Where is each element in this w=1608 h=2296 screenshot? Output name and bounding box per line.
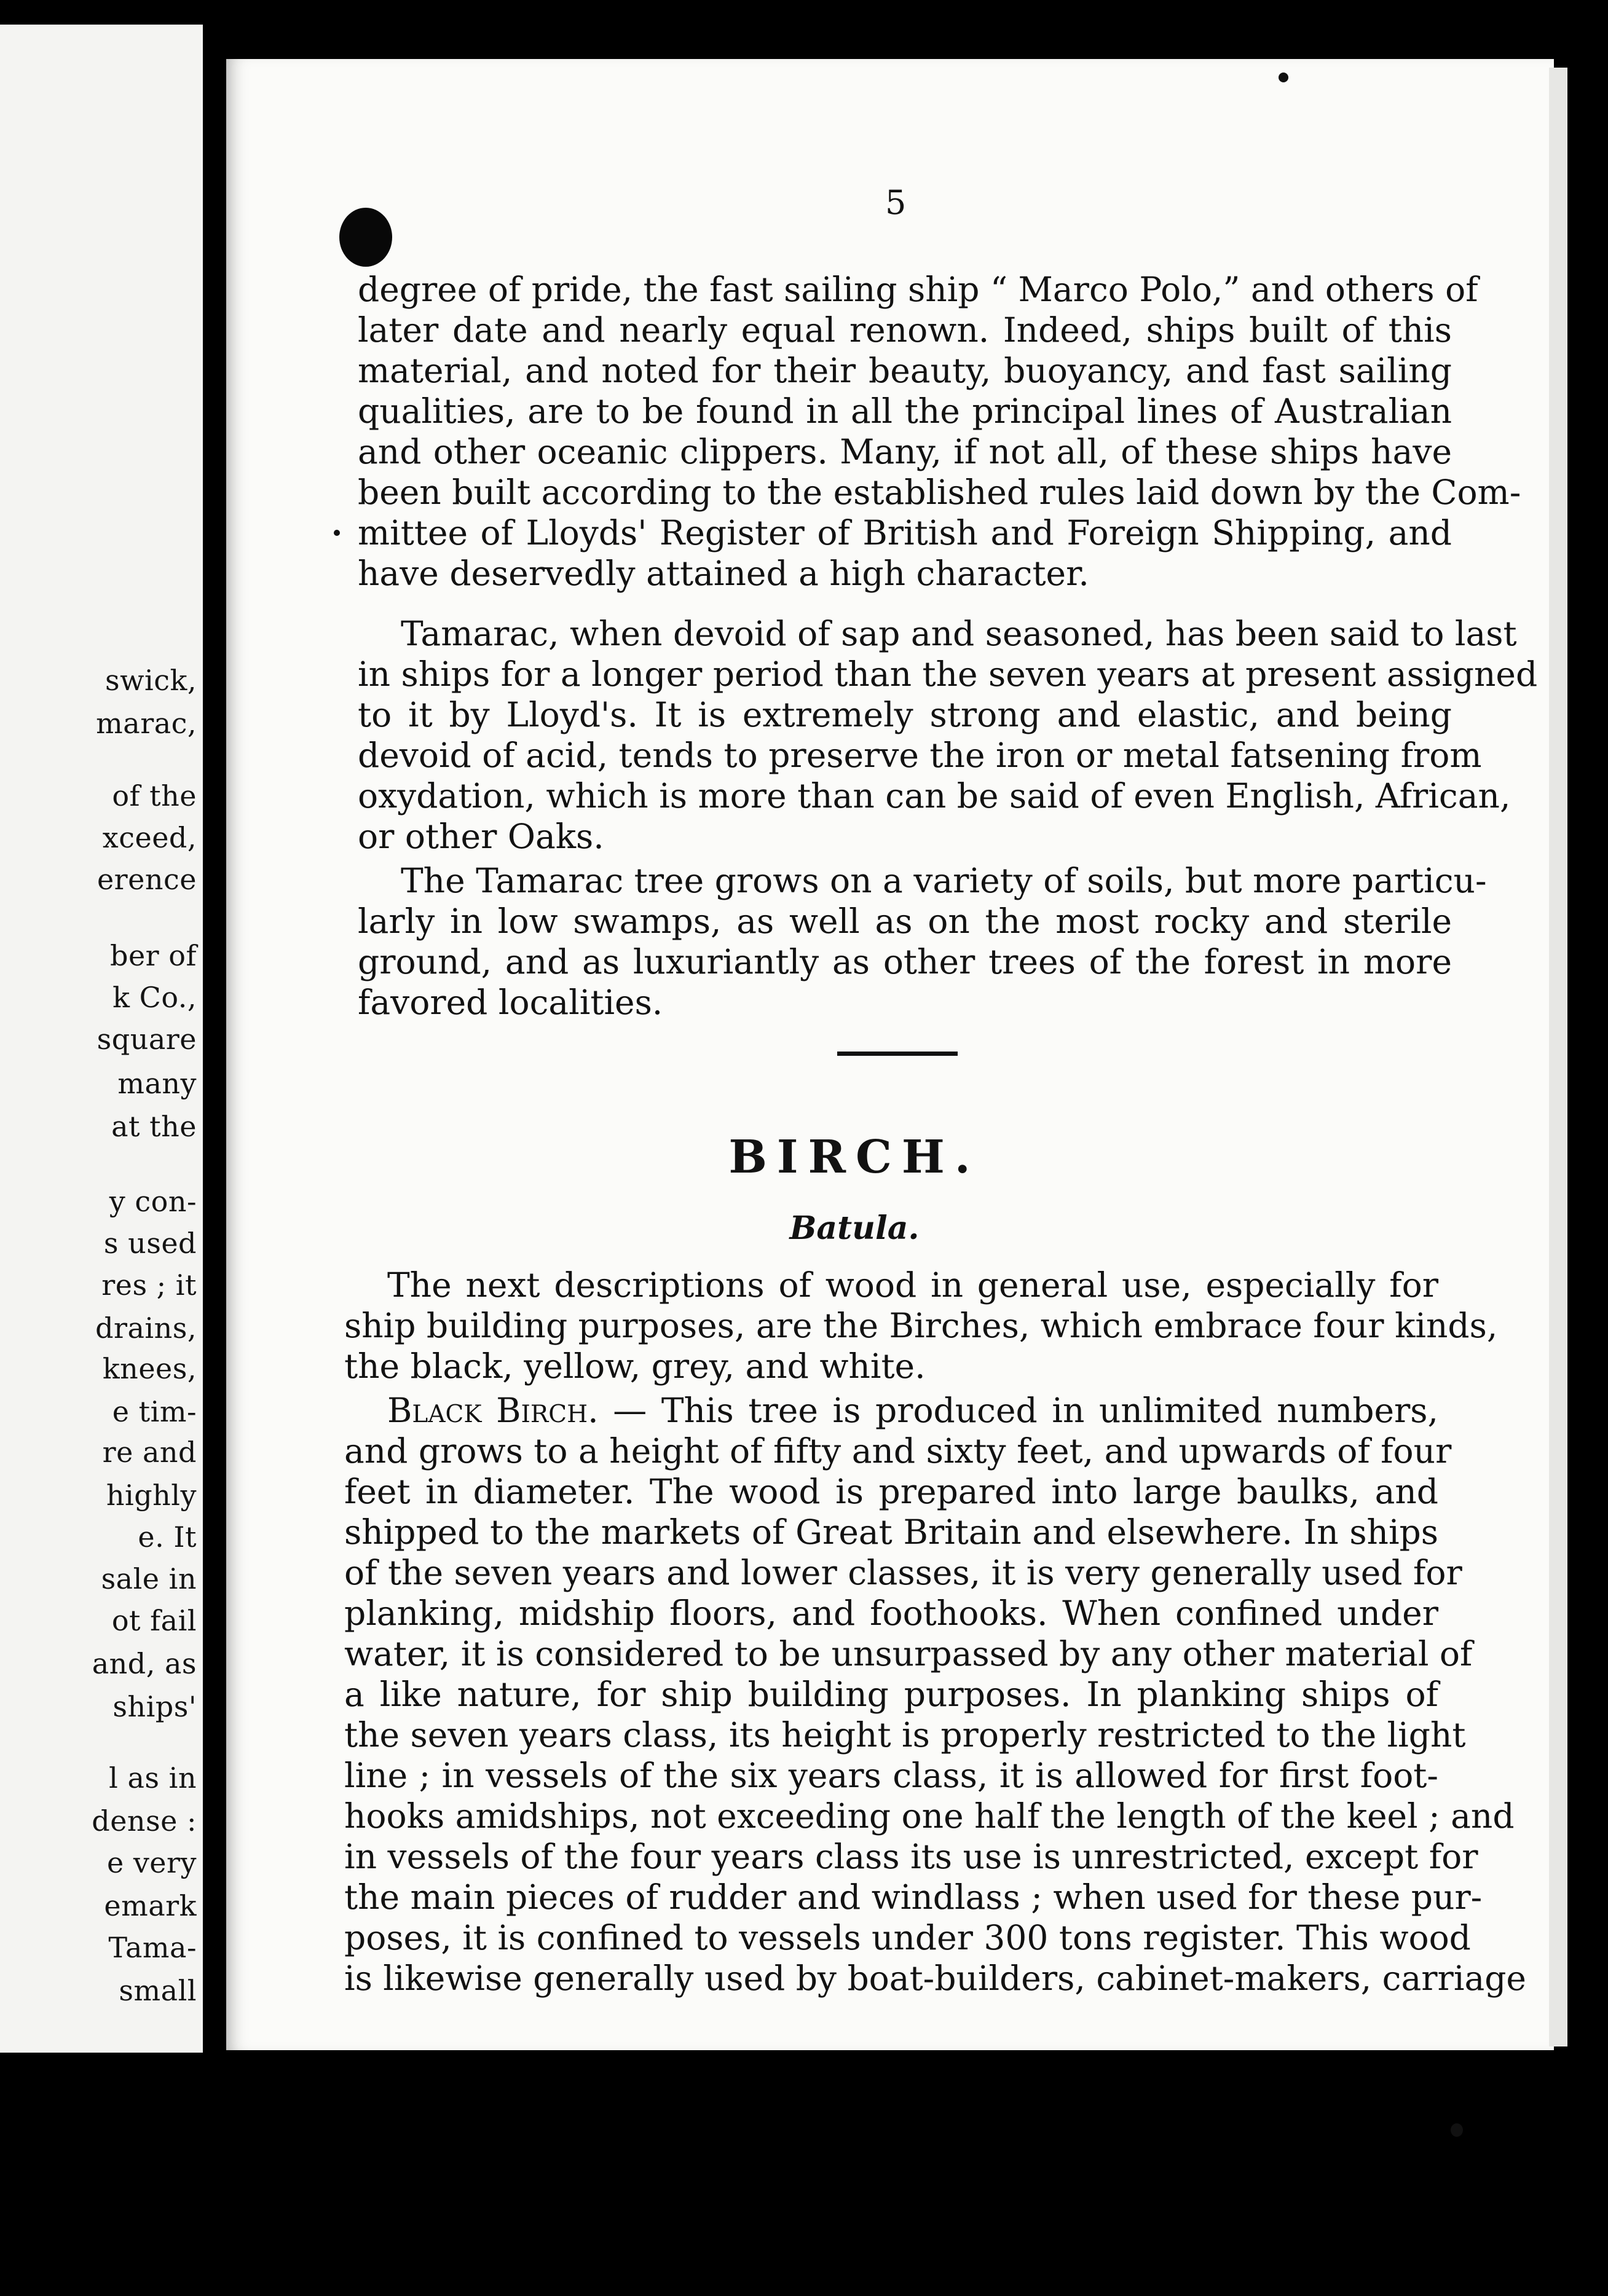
left-page-line-fragment: e tim- <box>112 1395 197 1428</box>
left-page-line-fragment: res ; it <box>101 1268 197 1302</box>
left-page-line-fragment: k Co., <box>112 981 197 1014</box>
left-page-line-fragment: highly <box>106 1479 197 1512</box>
left-page-line-fragment: l as in <box>109 1761 197 1795</box>
text-line: ship building purposes, are the Birches, which embrace four kinds, <box>344 1306 1498 1345</box>
text-line: to it by Lloyd's. It is extremely strong and elastic, and being <box>358 695 1452 734</box>
page-edge <box>1549 68 1567 2046</box>
left-page-line-fragment: many <box>117 1067 197 1100</box>
text-line: and other oceanic clippers. Many, if not all, of these ships have <box>358 432 1452 471</box>
section-heading: BIRCH. <box>728 1131 980 1184</box>
ink-speck <box>1279 73 1288 82</box>
left-page-line-fragment: marac, <box>96 707 197 740</box>
text-line: is likewise generally used by boat-builders, cabinet-makers, carriage <box>344 1959 1526 1998</box>
left-page-line-fragment: ber of <box>110 939 197 972</box>
left-page-line-fragment: re and <box>102 1436 197 1469</box>
text-line: planking, midship floors, and foothooks. When confined under <box>344 1594 1438 1633</box>
text-line: mittee of Lloyds' Register of British and Foreign Shipping, and <box>358 513 1452 552</box>
page-number: 5 <box>885 183 907 222</box>
text-line: devoid of acid, tends to preserve the iron or metal fatsening from <box>358 736 1482 775</box>
text-line: line ; in vessels of the six years class, it is allowed for first foot- <box>344 1756 1438 1795</box>
left-page-line-fragment: square <box>97 1023 197 1056</box>
text-line <box>387 1390 1438 1431</box>
left-page-line-fragment: Tama- <box>108 1931 197 1964</box>
left-page-line-fragment: and, as <box>92 1647 197 1680</box>
text-line: in vessels of the four years class its use is unrestricted, except for <box>344 1837 1478 1876</box>
text-line: hooks amidships, not exceeding one half the length of the keel ; and <box>344 1796 1515 1836</box>
left-page-line-fragment: y con- <box>109 1185 197 1218</box>
text-line: have deservedly attained a high character. <box>358 554 1089 593</box>
ink-speck <box>334 530 340 536</box>
text-line: oxydation, which is more than can be said of even English, African, <box>358 776 1511 816</box>
left-page-line-fragment: ot fail <box>111 1604 197 1637</box>
text-line: later date and nearly equal renown. Indeed, ships built of this <box>358 310 1452 350</box>
left-page-line-fragment: dense : <box>92 1804 197 1838</box>
left-page-line-fragment: emark <box>104 1889 197 1922</box>
ink-blot <box>339 208 392 267</box>
text-line: Tamarac, when devoid of sap and seasoned, has been said to last <box>401 614 1517 653</box>
run-in-heading: Black Birch. <box>387 1391 599 1430</box>
text-line: The Tamarac tree grows on a variety of soils, but more particu- <box>401 861 1487 900</box>
text-line: the main pieces of rudder and windlass ; when used for these pur- <box>344 1877 1483 1917</box>
text-span: — This tree is produced in unlimited numbers, <box>598 1391 1438 1430</box>
text-line: the seven years class, its height is properly restricted to the light <box>344 1715 1466 1755</box>
section-subheading: Batula. <box>789 1209 920 1247</box>
text-line: The next descriptions of wood in general use, especially for <box>387 1265 1438 1305</box>
left-page-line-fragment: knees, <box>102 1352 197 1385</box>
text-line: and grows to a height of fifty and sixty feet, and upwards of four <box>344 1431 1452 1471</box>
left-page-line-fragment: swick, <box>105 664 197 697</box>
ink-speck <box>1451 2123 1463 2137</box>
text-line: shipped to the markets of Great Britain and elsewhere. In ships <box>344 1512 1438 1552</box>
left-page-line-fragment: small <box>119 1974 197 2007</box>
left-page-line-fragment: e. It <box>138 1520 197 1554</box>
text-line: material, and noted for their beauty, buoyancy, and fast sailing <box>358 351 1452 390</box>
left-page-line-fragment: e very <box>106 1846 197 1879</box>
text-line: the black, yellow, grey, and white. <box>344 1347 926 1386</box>
text-line: qualities, are to be found in all the principal lines of Australian <box>358 391 1452 431</box>
text-line: of the seven years and lower classes, it is very generally used for <box>344 1553 1462 1592</box>
text-line: in ships for a longer period than the seven years at present assigned <box>358 655 1538 694</box>
text-line: or other Oaks. <box>358 817 604 856</box>
left-page-line-fragment: erence <box>97 863 197 896</box>
text-line: larly in low swamps, as well as on the most rocky and sterile <box>358 902 1452 941</box>
text-line: feet in diameter. The wood is prepared into large baulks, and <box>344 1472 1438 1511</box>
section-divider <box>837 1052 958 1056</box>
text-line: poses, it is confined to vessels under 300 tons register. This wood <box>344 1918 1471 1957</box>
text-line: been built according to the established rules laid down by the Com- <box>358 473 1521 512</box>
left-page-line-fragment: at the <box>111 1110 197 1143</box>
left-page-line-fragment: s used <box>103 1227 197 1260</box>
text-line: ground, and as luxuriantly as other trees of the forest in more <box>358 942 1452 981</box>
left-page-line-fragment: ships' <box>112 1690 197 1723</box>
text-line: a like nature, for ship building purposes. In planking ships of <box>344 1675 1438 1714</box>
left-page-line-fragment: xceed, <box>102 821 197 854</box>
left-page-line-fragment: of the <box>112 779 197 812</box>
text-line: water, it is considered to be unsurpassed by any other material of <box>344 1634 1473 1673</box>
left-page-line-fragment: drains, <box>95 1311 197 1345</box>
left-page-line-fragment: sale in <box>101 1562 197 1595</box>
left-facing-page <box>0 25 203 2053</box>
text-line: favored localities. <box>358 983 663 1022</box>
text-line: degree of pride, the fast sailing ship “ Marco Polo,” and others of <box>358 270 1478 309</box>
